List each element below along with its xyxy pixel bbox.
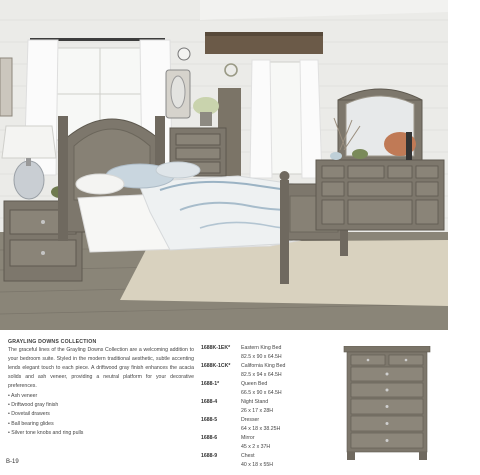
collection-title: GRAYLING DOWNS COLLECTION <box>8 339 97 345</box>
spec-row <box>201 345 341 363</box>
sku: 1688-5 <box>201 417 218 423</box>
spec-row <box>201 399 341 417</box>
page-number: B-19 <box>6 459 19 465</box>
product-dimensions: 40 x 18 x 55H <box>241 462 274 468</box>
chest-illustration <box>342 346 432 462</box>
product-dimensions: 45 x 2 x 37H <box>241 444 271 450</box>
product-name: Chest <box>241 453 255 459</box>
spec-row <box>201 417 341 435</box>
product-dimensions: 64 x 18 x 38.25H <box>241 426 281 432</box>
product-dimensions: 82.5 x 90 x 64.5H <box>241 354 282 360</box>
spec-row <box>201 363 341 381</box>
feature-item: • Dovetail drawers <box>8 410 83 419</box>
sku: 1688-4 <box>201 399 218 405</box>
sku: 1688-1* <box>201 381 220 387</box>
product-name: Dresser <box>241 417 260 423</box>
sku: 1688K-1EK* <box>201 345 231 351</box>
feature-list <box>8 392 83 438</box>
product-name: Mirror <box>241 435 255 441</box>
product-dimensions: 66.5 x 90 x 64.5H <box>241 390 282 396</box>
feature-item: • Ball bearing glides <box>8 420 83 429</box>
collection-description: The graceful lines of the Grayling Downs Collection are a welcoming addition to your bedroom suite. Styled in the modern traditional aesthetic, subtle accenting lends elegant touch to each piece. A driftwood gray finish enhances the acacia solids and ash veneer, providing a neutral platform for your decorative preferences. <box>8 347 194 389</box>
product-dimensions: 82.5 x 94 x 64.5H <box>241 372 282 378</box>
feature-item: • Ash veneer <box>8 392 83 401</box>
spec-row <box>201 435 341 453</box>
sku: 1688K-1CK* <box>201 363 231 369</box>
sku: 1688-6 <box>201 435 218 441</box>
product-dimensions: 26 x 17 x 28H <box>241 408 274 414</box>
spec-row <box>201 453 341 471</box>
spec-row <box>201 381 341 399</box>
product-name: Eastern King Bed <box>241 345 282 351</box>
product-spec-table <box>201 345 341 471</box>
chest-product-photo <box>342 346 432 462</box>
product-name: California King Bed <box>241 363 286 369</box>
sku: 1688-9 <box>201 453 218 459</box>
product-name: Night Stand <box>241 399 269 405</box>
feature-item: • Silver tone knobs and ring pulls <box>8 429 83 438</box>
product-name: Queen Bed <box>241 381 268 387</box>
feature-item: • Driftwood gray finish <box>8 401 83 410</box>
